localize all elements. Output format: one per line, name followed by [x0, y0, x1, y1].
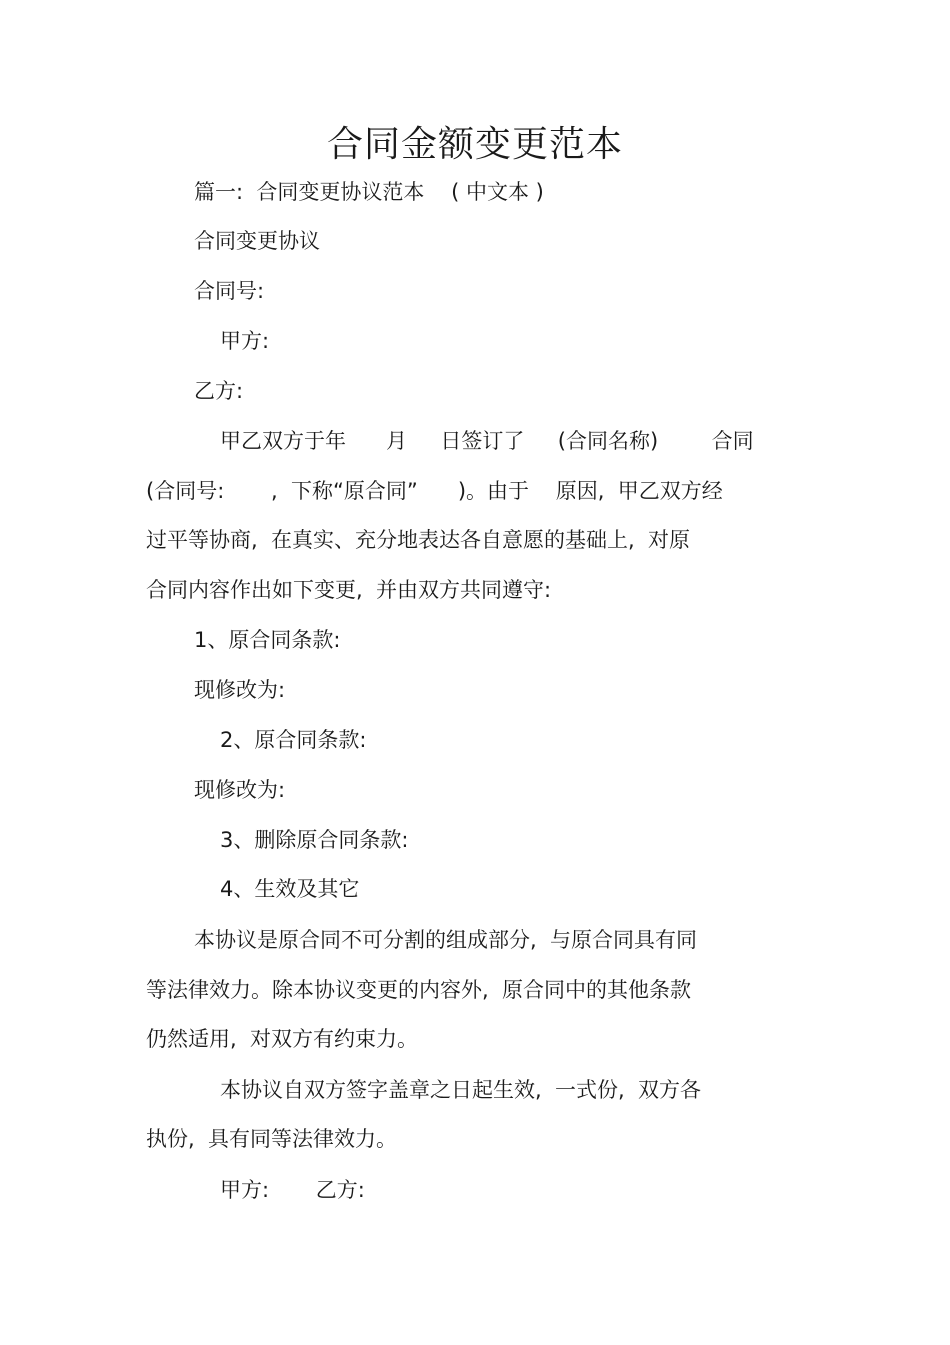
clause-1: 1、原合同条款: [194, 628, 341, 652]
effect-line-3: 仍然适用, 对双方有约束力。 [146, 1027, 419, 1051]
validity-line-1: 本协议自双方签字盖章之日起生效, 一式份, 双方各 [220, 1078, 702, 1102]
intro-line-4: 合同内容作出如下变更, 并由双方共同遵守: [146, 578, 552, 602]
party-b-label: 乙方: [194, 379, 244, 403]
validity-line-2: 执份, 具有同等法律效力。 [146, 1127, 398, 1151]
intro-line-2: (合同号: , 下称“原合同” )。由于 原因, 甲乙双方经 [146, 479, 723, 503]
clause-3: 3、删除原合同条款: [220, 828, 409, 852]
clause-4: 4、生效及其它 [220, 877, 360, 901]
contract-number-label: 合同号: [194, 279, 265, 303]
modified-2: 现修改为: [194, 778, 286, 802]
clause-2: 2、原合同条款: [220, 728, 367, 752]
party-a-label: 甲方: [220, 329, 270, 353]
intro-line-1: 甲乙双方于年 月 日签订了 (合同名称) 合同 [220, 429, 754, 453]
effect-line-1: 本协议是原合同不可分割的组成部分, 与原合同具有同 [194, 928, 698, 952]
signature-line: 甲方: 乙方: [220, 1178, 365, 1202]
subtitle: 篇一: 合同变更协议范本 ( 中文本 ) [194, 180, 544, 204]
intro-line-3: 过平等协商, 在真实、充分地表达各自意愿的基础上, 对原 [146, 528, 691, 552]
effect-line-2: 等法律效力。除本协议变更的内容外, 原合同中的其他条款 [146, 978, 692, 1002]
agreement-heading: 合同变更协议 [194, 229, 320, 253]
modified-1: 现修改为: [194, 678, 286, 702]
document-title: 合同金额变更范本 [326, 124, 623, 165]
